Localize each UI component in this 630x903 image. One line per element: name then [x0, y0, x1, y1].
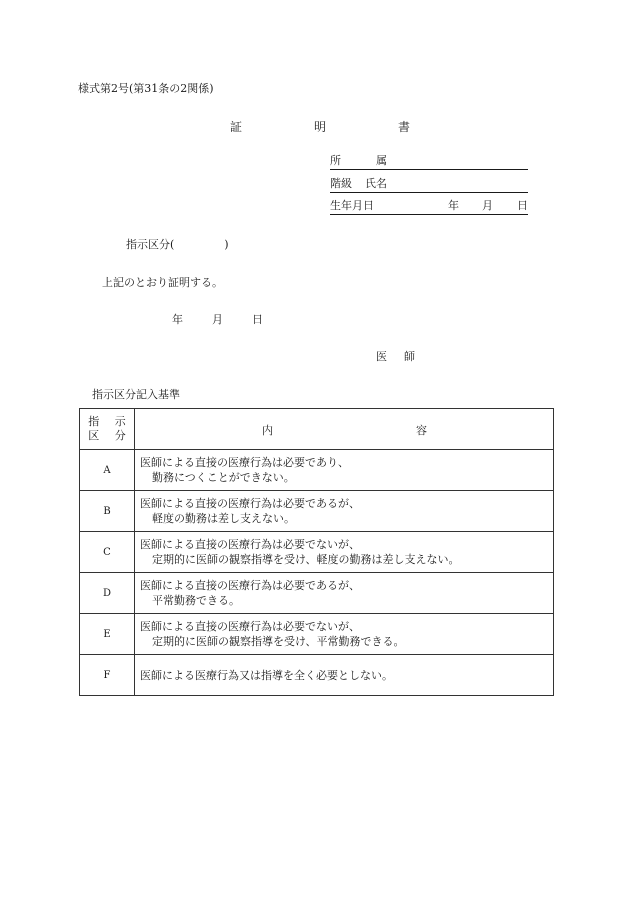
- table-row: [80, 491, 554, 532]
- header-content-2: 容: [416, 424, 427, 437]
- instruction-category-line: [126, 236, 229, 252]
- row-code: E: [80, 614, 135, 655]
- birth-day-label: 日: [517, 199, 528, 212]
- row-line-1: 医師による直接の医療行為は必要であるが、: [140, 579, 360, 592]
- row-line-1: 医師による直接の医療行為は必要でないが、: [140, 620, 360, 633]
- table-row: [80, 655, 554, 696]
- row-line-2: 定期的に医師の観察指導を受け、平常勤務できる。: [152, 635, 405, 648]
- row-description: [135, 532, 554, 573]
- title-char-2: 明: [313, 120, 326, 134]
- table-row: [80, 614, 554, 655]
- certify-text: 上記のとおり証明する。: [102, 276, 223, 289]
- row-description: [135, 450, 554, 491]
- form-number: 様式第2号(第31条の2関係): [78, 82, 214, 95]
- table-row: [80, 450, 554, 491]
- doctor-char-2: 師: [404, 350, 415, 363]
- affiliation-label-2: 属: [376, 154, 387, 167]
- header-content-1: 内: [262, 424, 273, 437]
- table-row: [80, 532, 554, 573]
- header-code-2: 区 分: [88, 429, 132, 442]
- document-title: [230, 118, 410, 135]
- criteria-table: [79, 408, 554, 696]
- row-line-1: 医師による直接の医療行為は必要でないが、: [140, 538, 360, 551]
- row-line-1: 医師による医療行為又は指導を全く必要としない。: [140, 668, 393, 682]
- criteria-heading: 指示区分記入基準: [92, 388, 180, 401]
- row-description: [135, 573, 554, 614]
- birthdate-label: 生年月日: [330, 199, 374, 212]
- birth-month-label: 月: [482, 199, 493, 212]
- date-year: 年: [172, 313, 183, 326]
- row-code: A: [80, 450, 135, 491]
- row-code: C: [80, 532, 135, 573]
- title-char-1: 証: [230, 120, 243, 134]
- rank-label: 階級: [330, 177, 352, 190]
- affiliation-field[interactable]: [330, 154, 528, 170]
- instruction-label: 指示区分(: [126, 238, 175, 251]
- date-line: [172, 311, 263, 327]
- row-line-2: 平常勤務できる。: [152, 594, 240, 607]
- doctor-line: [376, 348, 415, 364]
- title-char-3: 書: [397, 120, 410, 134]
- header-code-1: 指 示: [88, 415, 132, 428]
- doctor-char-1: 医: [376, 350, 387, 363]
- row-line-2: 軽度の勤務は差し支えない。: [152, 512, 295, 525]
- row-description: [135, 614, 554, 655]
- row-code: D: [80, 573, 135, 614]
- date-day: 日: [252, 313, 263, 326]
- date-month: 月: [212, 313, 223, 326]
- row-description: [135, 491, 554, 532]
- header-code-cell: [80, 409, 135, 450]
- instruction-close: ): [224, 238, 229, 251]
- row-line-2: 勤務につくことができない。: [152, 471, 295, 484]
- row-description: [135, 655, 554, 696]
- birth-year-label: 年: [448, 199, 459, 212]
- table-row: [80, 573, 554, 614]
- row-line-1: 医師による直接の医療行為は必要であり、: [140, 456, 349, 469]
- row-code: B: [80, 491, 135, 532]
- affiliation-label-1: 所: [330, 154, 341, 167]
- rank-name-field[interactable]: [330, 177, 528, 193]
- birthdate-field[interactable]: [330, 199, 528, 215]
- table-header-row: [80, 409, 554, 450]
- row-line-2: 定期的に医師の観察指導を受け、軽度の勤務は差し支えない。: [152, 553, 460, 566]
- row-line-1: 医師による直接の医療行為は必要であるが、: [140, 497, 360, 510]
- name-label: 氏名: [365, 177, 387, 190]
- row-code: F: [80, 655, 135, 696]
- header-content-cell: [135, 409, 554, 450]
